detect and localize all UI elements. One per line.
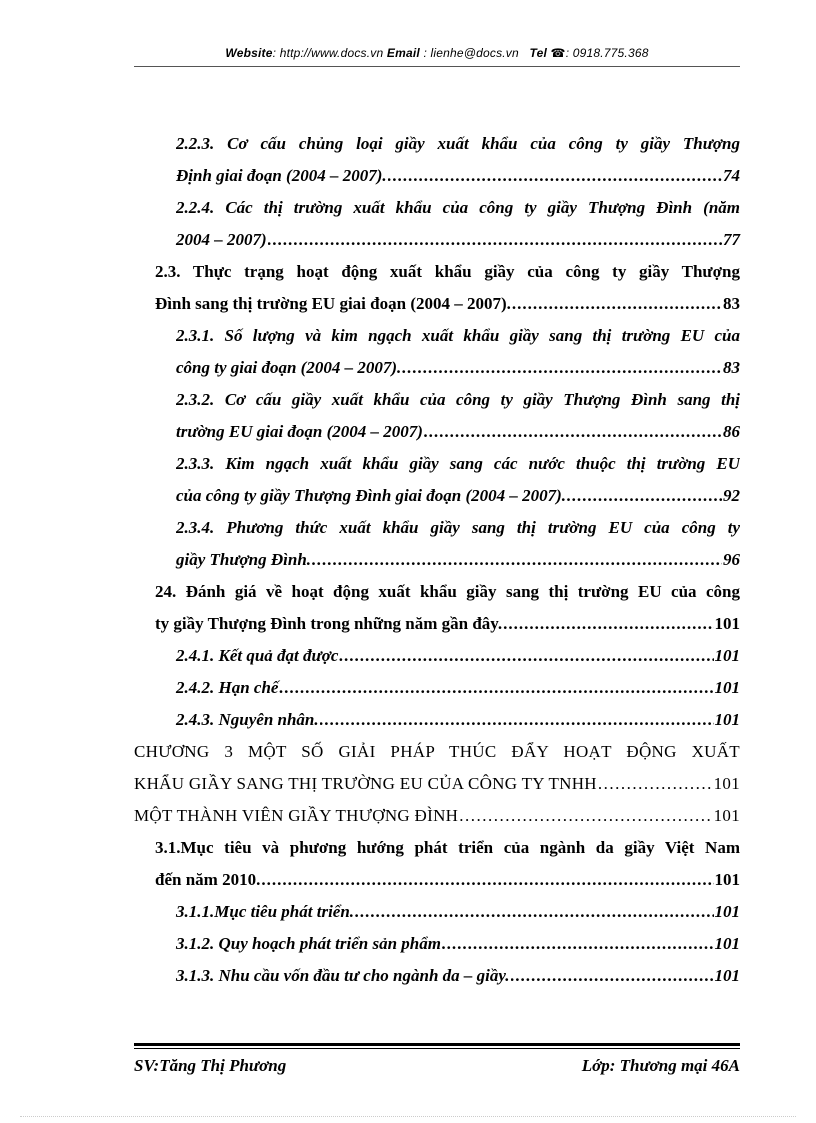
- toc-entry-2-3-1[interactable]: [176, 320, 740, 384]
- toc-entry-3-1-1[interactable]: [176, 896, 740, 928]
- dot-leader: [279, 672, 713, 704]
- dot-leader: [442, 928, 714, 960]
- toc-entry-title-cont: của công ty giầy Thượng Đình giai đoạn (2004 – 2007).: [176, 486, 567, 505]
- toc-page-number: 74: [723, 166, 740, 185]
- toc-entry-3-1-3[interactable]: [176, 960, 740, 992]
- website-label: Website: [225, 46, 273, 60]
- footer-divider-thick: [134, 1043, 740, 1046]
- dot-leader: [320, 704, 714, 736]
- toc-entry-title-cont: ty giầy Thượng Đình trong những năm gần đây.: [155, 614, 503, 633]
- toc-page-number: 96: [723, 550, 740, 569]
- toc-entry-title: 2.4.2. Hạn chế: [176, 678, 279, 697]
- toc-page-number: 101: [714, 870, 740, 889]
- toc-entry-3-1-2[interactable]: [176, 928, 740, 960]
- toc-page-number: 83: [723, 294, 740, 313]
- toc-entry-title: 2.3. Thực trạng hoạt động xuất khẩu giầy của công ty giầy Thượng: [155, 262, 740, 281]
- dot-leader: [388, 160, 722, 192]
- toc-entry-2-3-3[interactable]: [176, 448, 740, 512]
- toc-entry-2-3-4[interactable]: [176, 512, 740, 576]
- dot-leader: [503, 608, 713, 640]
- toc-entry-2-3[interactable]: [155, 256, 740, 320]
- toc-page-number: 101: [714, 646, 740, 665]
- toc-entry-title-cont: đến năm 2010.: [155, 870, 261, 889]
- toc-entry-title: MỘT THÀNH VIÊN GIẦY THƯỢNG ĐÌNH: [134, 806, 459, 825]
- toc-entry-2-4-3[interactable]: [176, 704, 740, 736]
- dot-leader: [268, 224, 722, 256]
- page-bottom-border: [20, 1116, 796, 1117]
- dot-leader: [598, 768, 713, 800]
- toc-entry-2-4-1[interactable]: [176, 640, 740, 672]
- toc-entry-3-1[interactable]: [155, 832, 740, 896]
- toc-entry-title: 2.4.3. Nguyên nhân.: [176, 710, 319, 729]
- toc-entry-title-cont: công ty giai đoạn (2004 – 2007).: [176, 358, 402, 377]
- toc-page-number: 101: [714, 710, 740, 729]
- toc-page-number: 92: [723, 486, 740, 505]
- toc-page-number: 77: [723, 230, 740, 249]
- dot-leader: [312, 544, 722, 576]
- toc-entry-title: 3.1.2. Quy hoạch phát triển sản phẩm: [176, 934, 441, 953]
- email-value[interactable]: : lienhe@docs.vn: [419, 46, 519, 60]
- website-value[interactable]: : http://www.docs.vn: [272, 46, 384, 60]
- toc-entry-title-cont: 2004 – 2007): [176, 230, 267, 249]
- toc-entry-title: 2.3.4. Phương thức xuất khẩu giầy sang thị trường EU của công ty: [176, 518, 740, 537]
- toc-entry-title-cont: trường EU giai đoạn (2004 – 2007): [176, 422, 423, 441]
- page-header: [134, 46, 740, 60]
- toc-page-number: 101: [714, 614, 740, 633]
- toc-entry-title: 2.3.2. Cơ cấu giầy xuất khẩu của công ty giầy Thượng Đình sang thị: [176, 390, 740, 409]
- toc-entry-title: 2.4.1. Kết quả đạt được: [176, 646, 339, 665]
- toc-page-number: 101: [714, 678, 740, 697]
- toc-page-number: 83: [723, 358, 740, 377]
- toc-entry-title: 3.1.3. Nhu cầu vốn đầu tư cho ngành da – giầy.: [176, 966, 510, 985]
- toc-entry-2-4[interactable]: [155, 576, 740, 640]
- toc-entry-2-2-4[interactable]: [176, 192, 740, 256]
- toc-entry-title: 2.3.1. Số lượng và kim ngạch xuất khẩu giầy sang thị trường EU của: [176, 326, 740, 345]
- toc-entry-title: 24. Đánh giá về hoạt động xuất khẩu giầy sang thị trường EU của công: [155, 582, 740, 601]
- dot-leader: [567, 480, 722, 512]
- toc-entry-2-3-2[interactable]: [176, 384, 740, 448]
- toc-page-number: 101: [713, 806, 740, 825]
- toc-entry-2-4-2[interactable]: [176, 672, 740, 704]
- toc-entry-chapter-3-company[interactable]: [134, 800, 740, 832]
- toc-entry-title-cont: KHẨU GIẦY SANG THỊ TRƯỜNG EU CỦA CÔNG TY TNHH: [134, 774, 597, 793]
- footer-divider-thin: [134, 1048, 740, 1049]
- dot-leader: [402, 352, 722, 384]
- toc-entry-title-cont: Định giai đoạn (2004 – 2007).: [176, 166, 387, 185]
- email-label: Email: [386, 46, 420, 60]
- dot-leader: [261, 864, 713, 896]
- toc-entry-title-cont: giầy Thượng Đình.: [176, 550, 312, 569]
- toc-entry-title-cont: Đình sang thị trường EU giai đoạn (2004 – 2007).: [155, 294, 511, 313]
- dot-leader: [459, 800, 712, 832]
- dot-leader: [355, 896, 713, 928]
- toc-entry-title: 2.2.4. Các thị trường xuất khẩu của công ty giầy Thượng Đình (năm: [176, 198, 740, 217]
- dot-leader: [511, 960, 714, 992]
- phone-icon: ☎: [550, 46, 566, 60]
- toc-entry-title: 2.3.3. Kim ngạch xuất khẩu giầy sang các nước thuộc thị trường EU: [176, 454, 740, 473]
- dot-leader: [339, 640, 713, 672]
- toc-page-number: 101: [714, 934, 740, 953]
- toc-page-number: 101: [714, 966, 740, 985]
- tel-label: Tel: [529, 46, 547, 60]
- toc-page-number: 101: [713, 774, 740, 793]
- header-divider: [134, 66, 740, 67]
- toc-entry-chapter-3[interactable]: [134, 736, 740, 800]
- dot-leader: [512, 288, 722, 320]
- toc-entry-2-2-3[interactable]: [176, 128, 740, 192]
- toc-page-number: 86: [723, 422, 740, 441]
- toc-entry-title: CHƯƠNG 3 MỘT SỐ GIẢI PHÁP THÚC ĐẨY HOẠT ĐỘNG XUẤT: [134, 742, 740, 761]
- footer-class-name: Lớp: Thương mại 46A: [581, 1056, 740, 1075]
- dot-leader: [424, 416, 722, 448]
- toc-page-number: 101: [714, 902, 740, 921]
- toc-entry-title: 3.1.Mục tiêu và phương hướng phát triển của ngành da giầy Việt Nam: [155, 838, 740, 857]
- footer-student-name: SV:Tăng Thị Phương: [134, 1056, 287, 1075]
- toc-entry-title: 2.2.3. Cơ cấu chủng loại giầy xuất khẩu của công ty giầy Thượng: [176, 134, 740, 153]
- toc-entry-title: 3.1.1.Mục tiêu phát triển.: [176, 902, 355, 921]
- tel-value: : 0918.775.368: [565, 46, 649, 60]
